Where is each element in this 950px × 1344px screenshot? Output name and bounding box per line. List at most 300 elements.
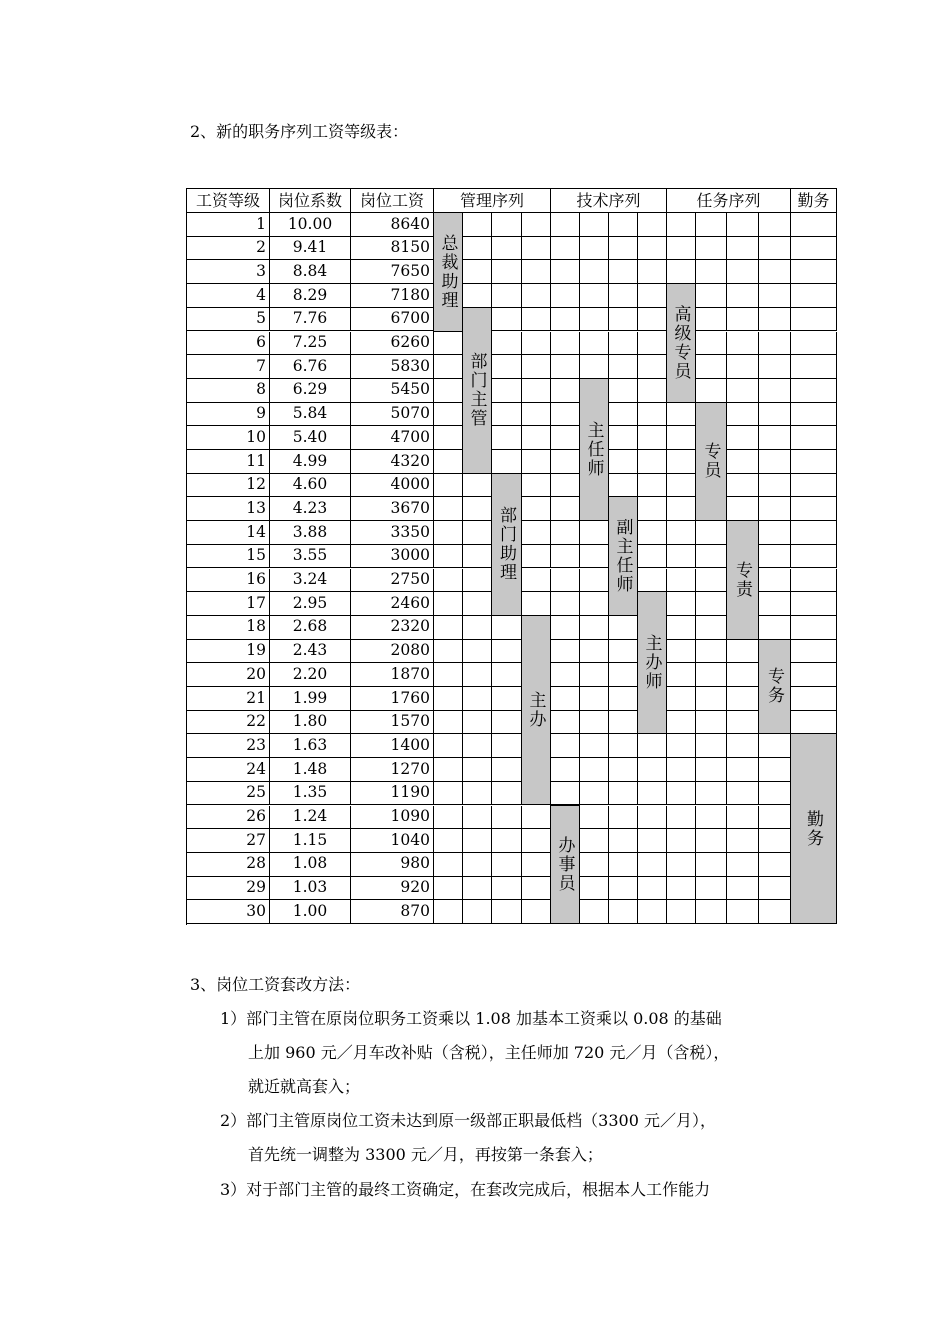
grid-cell xyxy=(791,379,837,403)
salary-cell: 920 xyxy=(351,877,434,901)
grid-cell xyxy=(667,213,696,237)
grid-cell xyxy=(696,284,727,308)
grid-cell xyxy=(759,782,791,806)
grid-cell xyxy=(580,237,609,261)
grid-cell xyxy=(727,497,759,521)
grid-cell xyxy=(791,260,837,284)
grid-cell xyxy=(696,308,727,332)
grid-cell xyxy=(434,450,463,474)
coefficient-cell: 7.25 xyxy=(270,332,351,356)
grid-cell xyxy=(638,379,667,403)
grid-cell xyxy=(696,877,727,901)
grade-cell: 8 xyxy=(187,379,270,403)
grade-cell: 22 xyxy=(187,711,270,735)
salary-cell: 1870 xyxy=(351,663,434,687)
grid-cell xyxy=(667,237,696,261)
position-band-label: 专务 xyxy=(764,667,784,706)
grid-cell xyxy=(580,782,609,806)
grade-cell: 29 xyxy=(187,877,270,901)
coefficient-cell: 8.84 xyxy=(270,260,351,284)
grid-cell xyxy=(492,450,522,474)
grid-cell xyxy=(759,426,791,450)
grid-cell xyxy=(667,687,696,711)
position-band xyxy=(579,378,609,521)
grid-cell xyxy=(638,569,667,593)
position-band xyxy=(462,307,492,474)
grade-cell: 11 xyxy=(187,450,270,474)
grid-cell xyxy=(759,877,791,901)
grid-cell xyxy=(696,853,727,877)
grid-cell xyxy=(551,497,580,521)
grid-cell xyxy=(609,806,638,830)
grade-cell: 20 xyxy=(187,663,270,687)
grid-cell xyxy=(667,616,696,640)
grade-cell: 28 xyxy=(187,853,270,877)
grid-cell xyxy=(522,260,551,284)
grid-cell xyxy=(434,806,463,830)
grid-cell xyxy=(463,734,492,758)
grid-cell xyxy=(463,497,492,521)
grid-cell xyxy=(434,592,463,616)
grid-cell xyxy=(463,592,492,616)
grid-cell xyxy=(791,355,837,379)
grid-cell xyxy=(759,616,791,640)
grid-cell xyxy=(580,806,609,830)
grid-cell xyxy=(727,806,759,830)
grid-cell xyxy=(463,545,492,569)
salary-cell: 3670 xyxy=(351,497,434,521)
grade-cell: 7 xyxy=(187,355,270,379)
grid-cell xyxy=(580,284,609,308)
grid-cell xyxy=(791,403,837,427)
grid-cell xyxy=(609,734,638,758)
grid-cell xyxy=(696,569,727,593)
grid-cell xyxy=(434,474,463,498)
grade-cell: 18 xyxy=(187,616,270,640)
grid-cell xyxy=(522,284,551,308)
salary-cell: 1760 xyxy=(351,687,434,711)
grid-cell xyxy=(463,829,492,853)
grid-cell xyxy=(696,521,727,545)
coefficient-cell: 3.55 xyxy=(270,545,351,569)
grid-cell xyxy=(791,521,837,545)
grid-cell xyxy=(696,829,727,853)
position-band-label: 主任师 xyxy=(583,420,604,478)
grid-cell xyxy=(727,734,759,758)
grade-cell: 9 xyxy=(187,403,270,427)
grid-cell xyxy=(727,663,759,687)
grid-cell xyxy=(434,545,463,569)
grid-cell xyxy=(551,474,580,498)
coefficient-cell: 7.76 xyxy=(270,308,351,332)
grid-cell xyxy=(492,663,522,687)
grid-cell xyxy=(580,877,609,901)
coefficient-cell: 2.20 xyxy=(270,663,351,687)
grid-cell xyxy=(638,829,667,853)
salary-cell: 980 xyxy=(351,853,434,877)
grid-cell xyxy=(696,782,727,806)
grid-cell xyxy=(638,900,667,924)
method-line-1: 1）部门主管在原岗位职务工资乘以 1.08 加基本工资乘以 0.08 的基础 xyxy=(220,1009,722,1028)
grid-cell xyxy=(551,569,580,593)
grid-cell xyxy=(667,426,696,450)
grid-cell xyxy=(667,640,696,664)
position-band xyxy=(695,402,727,522)
grid-cell xyxy=(759,853,791,877)
position-band xyxy=(433,212,463,332)
grid-cell xyxy=(551,284,580,308)
grid-cell xyxy=(434,877,463,901)
grid-cell xyxy=(667,545,696,569)
grid-cell xyxy=(463,687,492,711)
grid-cell xyxy=(463,284,492,308)
grid-cell xyxy=(434,332,463,356)
grid-cell xyxy=(667,592,696,616)
grade-cell: 6 xyxy=(187,332,270,356)
grid-cell xyxy=(551,521,580,545)
grid-cell xyxy=(638,260,667,284)
grid-cell xyxy=(522,355,551,379)
grid-cell xyxy=(759,237,791,261)
method-line-4: 2）部门主管原岗位工资未达到原一级部正职最低档（3300 元／月）， xyxy=(220,1111,716,1130)
grid-cell xyxy=(609,900,638,924)
grid-cell xyxy=(727,426,759,450)
grid-cell xyxy=(696,734,727,758)
grid-cell xyxy=(492,758,522,782)
grid-cell xyxy=(638,237,667,261)
grid-cell xyxy=(580,545,609,569)
grid-cell xyxy=(638,426,667,450)
coefficient-cell: 1.80 xyxy=(270,711,351,735)
grid-cell xyxy=(667,711,696,735)
position-band-label: 专员 xyxy=(700,442,721,481)
grid-cell xyxy=(696,663,727,687)
grid-cell xyxy=(492,379,522,403)
salary-cell: 1190 xyxy=(351,782,434,806)
grid-cell xyxy=(727,829,759,853)
grid-cell xyxy=(580,616,609,640)
grid-cell xyxy=(759,569,791,593)
grid-cell xyxy=(609,213,638,237)
coefficient-cell: 1.35 xyxy=(270,782,351,806)
salary-cell: 2750 xyxy=(351,569,434,593)
grid-cell xyxy=(696,711,727,735)
grid-cell xyxy=(759,758,791,782)
grid-cell xyxy=(609,237,638,261)
grid-cell xyxy=(434,900,463,924)
grid-cell xyxy=(759,403,791,427)
grid-cell xyxy=(551,332,580,356)
coefficient-cell: 4.23 xyxy=(270,497,351,521)
grid-cell xyxy=(609,260,638,284)
position-band xyxy=(758,639,791,735)
grid-cell xyxy=(522,545,551,569)
grid-cell xyxy=(492,237,522,261)
grid-cell xyxy=(696,687,727,711)
position-band-label: 勤务 xyxy=(803,809,823,848)
grid-cell xyxy=(492,900,522,924)
position-band-label: 部门助理 xyxy=(496,506,516,583)
grid-cell xyxy=(522,806,551,830)
grid-cell xyxy=(727,332,759,356)
grid-cell xyxy=(791,284,837,308)
grid-cell xyxy=(551,782,580,806)
header-cell: 岗位工资 xyxy=(351,189,434,213)
position-band-label: 专责 xyxy=(732,560,752,599)
grade-cell: 27 xyxy=(187,829,270,853)
grid-cell xyxy=(609,877,638,901)
grid-cell xyxy=(791,308,837,332)
grid-cell xyxy=(638,877,667,901)
header-cell: 技术序列 xyxy=(551,189,667,213)
grid-cell xyxy=(667,829,696,853)
grid-cell xyxy=(759,806,791,830)
coefficient-cell: 1.03 xyxy=(270,877,351,901)
header-cell: 工资等级 xyxy=(187,189,270,213)
grid-cell xyxy=(522,237,551,261)
grid-cell xyxy=(580,711,609,735)
coefficient-cell: 2.95 xyxy=(270,592,351,616)
grid-cell xyxy=(434,355,463,379)
coefficient-cell: 2.43 xyxy=(270,640,351,664)
grid-cell xyxy=(667,474,696,498)
salary-cell: 2320 xyxy=(351,616,434,640)
grid-cell xyxy=(463,640,492,664)
method-line-2: 上加 960 元／月车改补贴（含税），主任师加 720 元／月（含税）， xyxy=(248,1043,730,1062)
grid-cell xyxy=(727,640,759,664)
grid-cell xyxy=(434,758,463,782)
grid-cell xyxy=(492,403,522,427)
grid-cell xyxy=(492,355,522,379)
grid-cell xyxy=(551,308,580,332)
grid-cell xyxy=(522,403,551,427)
position-band xyxy=(521,615,551,806)
grid-cell xyxy=(727,758,759,782)
grid-cell xyxy=(463,521,492,545)
grid-cell xyxy=(759,332,791,356)
grid-cell xyxy=(551,545,580,569)
position-band xyxy=(790,733,837,924)
grid-cell xyxy=(434,426,463,450)
grid-cell xyxy=(609,355,638,379)
grid-cell xyxy=(609,663,638,687)
grid-cell xyxy=(759,521,791,545)
grid-cell xyxy=(727,782,759,806)
grid-cell xyxy=(580,260,609,284)
grid-cell xyxy=(551,213,580,237)
grid-cell xyxy=(727,711,759,735)
grade-cell: 15 xyxy=(187,545,270,569)
grid-cell xyxy=(759,829,791,853)
grid-cell xyxy=(759,900,791,924)
grid-cell xyxy=(580,663,609,687)
grid-cell xyxy=(667,569,696,593)
salary-cell: 5830 xyxy=(351,355,434,379)
grid-cell xyxy=(638,734,667,758)
grid-cell xyxy=(696,758,727,782)
header-cell: 岗位系数 xyxy=(270,189,351,213)
grid-cell xyxy=(791,663,837,687)
grid-cell xyxy=(522,308,551,332)
grid-cell xyxy=(667,497,696,521)
grid-cell xyxy=(609,308,638,332)
grid-cell xyxy=(551,711,580,735)
salary-cell: 1570 xyxy=(351,711,434,735)
coefficient-cell: 1.24 xyxy=(270,806,351,830)
grid-cell xyxy=(463,260,492,284)
grid-cell xyxy=(551,403,580,427)
grid-cell xyxy=(727,853,759,877)
grid-cell xyxy=(727,213,759,237)
grade-cell: 10 xyxy=(187,426,270,450)
salary-cell: 6260 xyxy=(351,332,434,356)
grid-cell xyxy=(434,521,463,545)
grid-cell xyxy=(727,403,759,427)
grid-cell xyxy=(667,782,696,806)
grid-cell xyxy=(638,545,667,569)
grid-cell xyxy=(667,877,696,901)
grid-cell xyxy=(492,853,522,877)
grid-cell xyxy=(727,237,759,261)
grid-cell xyxy=(434,497,463,521)
grid-cell xyxy=(580,829,609,853)
coefficient-cell: 6.29 xyxy=(270,379,351,403)
grid-cell xyxy=(580,853,609,877)
grade-cell: 3 xyxy=(187,260,270,284)
salary-cell: 5450 xyxy=(351,379,434,403)
grid-cell xyxy=(791,640,837,664)
grade-cell: 16 xyxy=(187,569,270,593)
grid-cell xyxy=(609,403,638,427)
grid-cell xyxy=(609,379,638,403)
grid-cell xyxy=(580,758,609,782)
grid-cell xyxy=(759,474,791,498)
coefficient-cell: 4.60 xyxy=(270,474,351,498)
method-line-3: 就近就高套入； xyxy=(248,1077,361,1096)
grid-cell xyxy=(580,687,609,711)
grid-cell xyxy=(492,260,522,284)
position-band-label: 办事员 xyxy=(554,835,575,893)
grid-cell xyxy=(434,829,463,853)
grid-cell xyxy=(580,900,609,924)
grid-cell xyxy=(609,284,638,308)
salary-cell: 4320 xyxy=(351,450,434,474)
grid-cell xyxy=(522,900,551,924)
grid-cell xyxy=(791,426,837,450)
grid-cell xyxy=(667,663,696,687)
grid-cell xyxy=(638,474,667,498)
grid-cell xyxy=(463,806,492,830)
grid-cell xyxy=(551,687,580,711)
grid-cell xyxy=(609,474,638,498)
grid-cell xyxy=(759,355,791,379)
grid-cell xyxy=(759,308,791,332)
grid-cell xyxy=(727,877,759,901)
position-band-label: 部门主管 xyxy=(466,352,487,429)
grid-cell xyxy=(696,900,727,924)
grid-cell xyxy=(727,687,759,711)
salary-cell: 7650 xyxy=(351,260,434,284)
grid-cell xyxy=(551,379,580,403)
grid-cell xyxy=(791,213,837,237)
grid-cell xyxy=(551,640,580,664)
grid-cell xyxy=(522,332,551,356)
coefficient-cell: 1.99 xyxy=(270,687,351,711)
salary-cell: 1400 xyxy=(351,734,434,758)
coefficient-cell: 5.84 xyxy=(270,403,351,427)
salary-cell: 8150 xyxy=(351,237,434,261)
grid-cell xyxy=(434,687,463,711)
method-line-5: 首先统一调整为 3300 元／月，再按第一条套入； xyxy=(248,1145,603,1164)
grid-cell xyxy=(551,426,580,450)
grid-cell xyxy=(551,592,580,616)
coefficient-cell: 1.08 xyxy=(270,853,351,877)
grid-cell xyxy=(492,806,522,830)
grid-cell xyxy=(696,545,727,569)
grid-cell xyxy=(522,379,551,403)
grid-cell xyxy=(791,474,837,498)
grid-cell xyxy=(667,806,696,830)
grid-cell xyxy=(522,592,551,616)
grid-cell xyxy=(522,497,551,521)
grid-cell xyxy=(791,592,837,616)
salary-grade-table xyxy=(186,188,837,925)
grid-cell xyxy=(759,545,791,569)
grid-cell xyxy=(696,640,727,664)
grid-cell xyxy=(492,332,522,356)
grid-cell xyxy=(580,521,609,545)
salary-cell: 7180 xyxy=(351,284,434,308)
grid-cell xyxy=(667,450,696,474)
grid-cell xyxy=(609,450,638,474)
grade-cell: 5 xyxy=(187,308,270,332)
header-cell: 勤务 xyxy=(791,189,837,213)
grid-cell xyxy=(463,758,492,782)
grade-cell: 25 xyxy=(187,782,270,806)
grade-cell: 24 xyxy=(187,758,270,782)
grid-cell xyxy=(791,332,837,356)
grid-cell xyxy=(492,782,522,806)
grid-cell xyxy=(759,592,791,616)
grid-cell xyxy=(667,853,696,877)
position-band xyxy=(550,805,580,925)
grid-cell xyxy=(791,450,837,474)
grid-cell xyxy=(791,711,837,735)
grid-cell xyxy=(638,403,667,427)
grid-cell xyxy=(759,284,791,308)
grid-cell xyxy=(434,711,463,735)
grid-cell xyxy=(492,734,522,758)
grid-cell xyxy=(696,237,727,261)
salary-cell: 2460 xyxy=(351,592,434,616)
grade-cell: 17 xyxy=(187,592,270,616)
section3-heading: 3、岗位工资套改方法： xyxy=(190,975,361,994)
coefficient-cell: 6.76 xyxy=(270,355,351,379)
grid-cell xyxy=(727,260,759,284)
grid-cell xyxy=(727,450,759,474)
position-band-label: 高级专员 xyxy=(670,304,691,381)
coefficient-cell: 2.68 xyxy=(270,616,351,640)
grid-cell xyxy=(638,853,667,877)
grid-cell xyxy=(609,640,638,664)
salary-cell: 3350 xyxy=(351,521,434,545)
grid-cell xyxy=(667,521,696,545)
coefficient-cell: 1.63 xyxy=(270,734,351,758)
coefficient-cell: 3.24 xyxy=(270,569,351,593)
grid-cell xyxy=(551,734,580,758)
grid-cell xyxy=(667,260,696,284)
grid-cell xyxy=(791,569,837,593)
